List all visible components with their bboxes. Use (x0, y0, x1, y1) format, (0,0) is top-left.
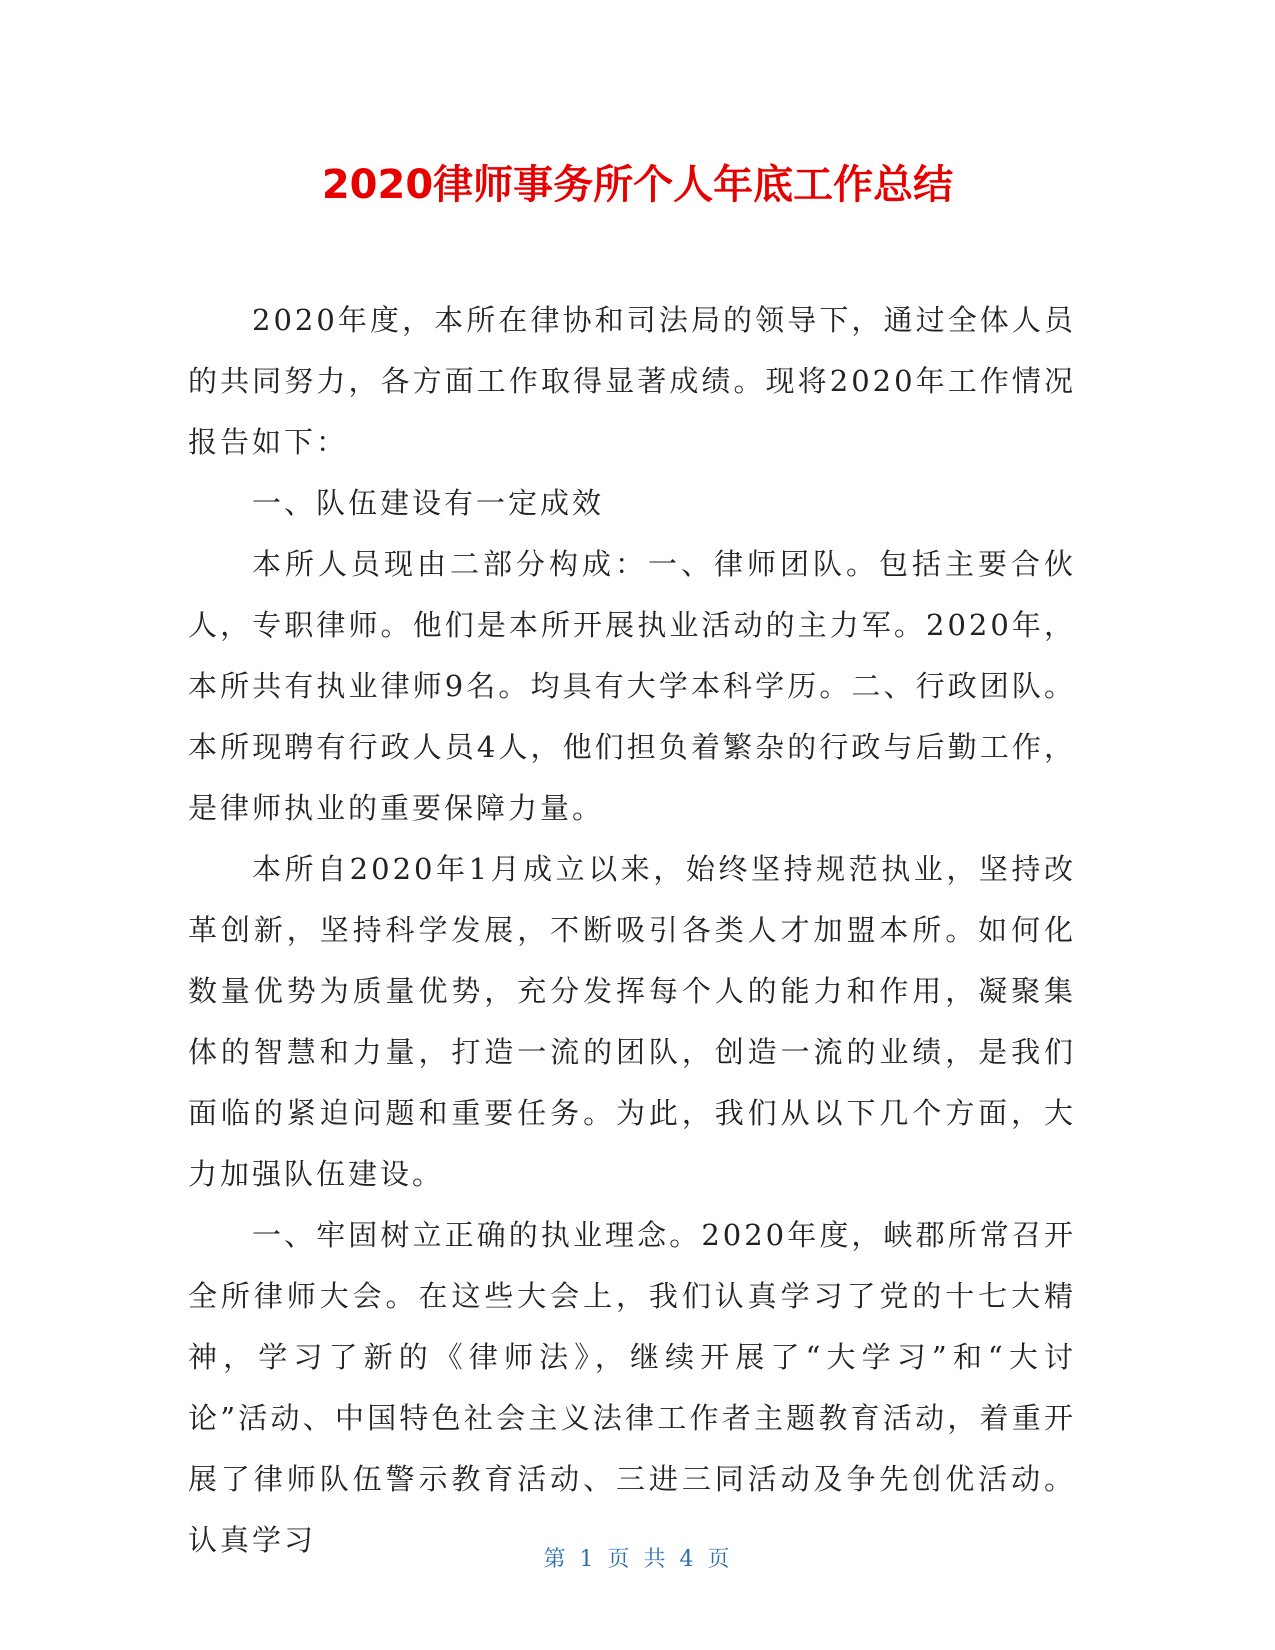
footer-current-page: 1 (579, 1547, 596, 1572)
footer-prefix: 第 (543, 1547, 568, 1572)
section-heading-team-building: 一、队伍建设有一定成效 (252, 486, 605, 520)
paragraph-practice-philosophy: 一、牢固树立正确的执业理念。2020年度，峡郡所常召开全所律师大会。在这些大会上，我们认真学习了党的十七大精神，学习了新的《律师法》，继续开展了“大学习”和“大讨论”活动、中国特色社会主义法律工作者主题教育活动，着重开展了律师队伍警示教育活动、三进三同活动及争先创优活动。认真学习 (188, 1218, 1076, 1557)
footer-total-pages: 4 (679, 1547, 696, 1572)
paragraph-development: 本所自2020年1月成立以来，始终坚持规范执业，坚持改革创新，坚持科学发展，不断吸引各类人才加盟本所。如何化数量优势为质量优势，充分发挥每个人的能力和作用，凝聚集体的智慧和力量，打造一流的团队，创造一流的业绩，是我们面临的紧迫问题和重要任务。为此，我们从以下几个方面，大力加强队伍建设。 (188, 852, 1076, 1191)
document-body (188, 290, 1076, 1571)
paragraph-staff-composition: 本所人员现由二部分构成：一、律师团队。包括主要合伙人，专职律师。他们是本所开展执业活动的主力军。2020年，本所共有执业律师9名。均具有大学本科学历。二、行政团队。本所现聘有行政人员4人，他们担负着繁杂的行政与后勤工作，是律师执业的重要保障力量。 (188, 547, 1076, 825)
footer-page-word: 页 (607, 1547, 632, 1572)
footer-total-word: 共 (643, 1547, 668, 1572)
paragraph-intro: 2020年度，本所在律协和司法局的领导下，通过全体人员的共同努力，各方面工作取得显著成绩。现将2020年工作情况报告如下： (188, 303, 1076, 459)
page-footer (0, 1545, 1275, 1575)
footer-suffix: 页 (707, 1547, 732, 1572)
document-title: 2020律师事务所个人年底工作总结 (321, 162, 954, 208)
